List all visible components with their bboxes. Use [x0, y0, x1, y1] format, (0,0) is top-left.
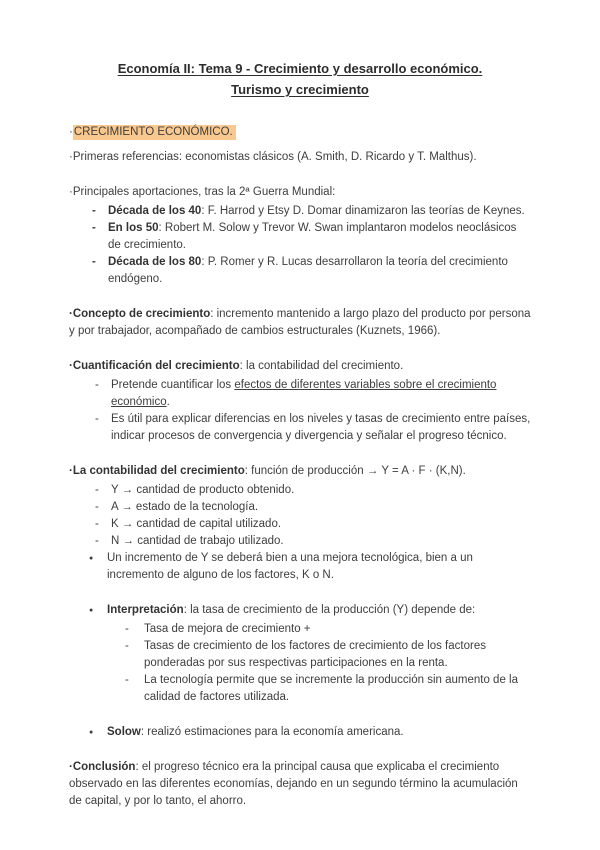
document-title-line1: Economía II: Tema 9 - Crecimiento y desarrollo económico.	[117, 61, 483, 76]
contabilidad-rest: : función de producción → Y = A · F · (K,N).	[244, 465, 466, 477]
dash-marker: -	[95, 535, 99, 547]
paragraph-conclusion	[69, 759, 531, 810]
list-item-text: N → cantidad de trabajo utilizado.	[111, 535, 284, 547]
paragraph-primeras-referencias: ·Primeras referencias: economistas clásicos (A. Smith, D. Ricardo y T. Malthus).	[69, 151, 477, 163]
conclusion-rest: : el progreso técnico era la principal causa que explicaba el crecimiento observado en las diferentes economías, dejando en un segundo término la acumulación de capital, y por lo tanto, el ahorro.	[69, 761, 518, 807]
dash-marker: -	[92, 256, 96, 268]
contabilidad-variables-list	[69, 482, 531, 550]
interpretacion-lead: Interpretación	[107, 604, 184, 616]
list-item-text: La tecnología permite que se incremente la producción sin aumento de la calidad de factores utilizada.	[144, 674, 518, 703]
list-item-text: K → cantidad de capital utilizado.	[111, 518, 282, 530]
dash-marker: -	[125, 623, 129, 635]
solow-rest: : realizó estimaciones para la economía americana.	[140, 726, 404, 738]
list-item-variable-y	[95, 482, 531, 499]
solow-lead: Solow	[107, 726, 141, 738]
list-item-text	[108, 220, 531, 254]
list-item-lead: Década de los 40	[108, 205, 202, 217]
list-item-decada-80	[91, 254, 531, 288]
list-item-incremento	[89, 550, 531, 584]
list-item-text: Un incremento de Y se deberá bien a una mejora tecnológica, bien a un incremento de alguno de los factores, K o N.	[107, 552, 473, 581]
paragraph-contabilidad	[69, 463, 531, 480]
list-item-rest: : Robert M. Solow y Trevor W. Swan implantaron modelos neoclásicos de crecimiento.	[108, 222, 517, 251]
list-item-variable-k	[95, 516, 531, 533]
list-item-rest: : F. Harrod y Etsy D. Domar dinamizaron las teorías de Keynes.	[201, 205, 525, 217]
concepto-rest: : incremento mantenido a largo plazo del producto por persona y por trabajador, acompañado de cambios estructurales (Kuznets, 1966).	[69, 308, 531, 337]
section-heading-highlighted-text: CRECIMIENTO ECONÓMICO.	[73, 125, 236, 140]
list-item-rest: : P. Romer y R. Lucas desarrollaron la teoría del crecimiento endógeno.	[108, 256, 508, 285]
dash-marker: -	[92, 205, 96, 217]
list-item-text	[108, 203, 531, 220]
cuantificacion-lead: ·Cuantificación del crecimiento	[69, 360, 240, 372]
dash-marker: -	[95, 413, 99, 425]
list-item-tecnologia	[125, 672, 531, 706]
dash-marker: -	[125, 640, 129, 652]
dash-marker: -	[95, 518, 99, 530]
list-item-tasa-mejora	[125, 621, 531, 638]
list-item-text	[107, 724, 531, 741]
list-item-es-util	[95, 411, 531, 445]
list-item-text: A → estado de la tecnología.	[111, 501, 259, 513]
list-item-post: .	[166, 396, 170, 408]
list-item-variable-n	[95, 533, 531, 550]
bullet-marker: ●	[89, 607, 94, 614]
list-item-pretende	[95, 377, 531, 411]
list-item-text	[111, 377, 531, 411]
dash-marker: -	[95, 379, 99, 391]
cuantificacion-rest: : la contabilidad del crecimiento.	[239, 360, 404, 372]
list-item-tasas-factores	[125, 638, 531, 672]
list-item-text: Es útil para explicar diferencias en los niveles y tasas de crecimiento entre países, indicar procesos de convergencia y divergencia y señalar el progreso técnico.	[111, 413, 531, 442]
paragraph-cuantificacion	[69, 358, 531, 375]
list-item-text	[107, 602, 531, 619]
concepto-lead: ·Concepto de crecimiento	[69, 308, 211, 320]
paragraph-principales-aportaciones: ·Principales aportaciones, tras la 2ª Guerra Mundial:	[69, 186, 336, 198]
dash-marker: -	[125, 674, 129, 686]
document-title	[69, 58, 531, 100]
list-item-underlined: efectos de diferentes variables sobre el crecimiento económico	[111, 379, 497, 408]
interpretacion-rest: : la tasa de crecimiento de la producción (Y) depende de:	[183, 604, 476, 616]
aportaciones-list	[69, 203, 531, 288]
cuantificacion-list	[69, 377, 531, 445]
conclusion-lead: ·Conclusión	[69, 761, 136, 773]
list-item-text: Tasa de mejora de crecimiento +	[144, 623, 311, 635]
list-item-solow	[89, 724, 531, 741]
list-item-text: Y → cantidad de producto obtenido.	[111, 484, 295, 496]
list-item-anos-50	[91, 220, 531, 254]
dash-marker: -	[95, 484, 99, 496]
dash-marker: -	[92, 222, 96, 234]
document-title-line2: Turismo y crecimiento	[231, 82, 369, 97]
list-item-lead: En los 50	[108, 222, 159, 234]
interpretacion-heading	[69, 602, 531, 619]
list-item-decada-40	[91, 203, 531, 220]
section-heading-bullet: ·	[69, 126, 73, 138]
list-item-variable-a	[95, 499, 531, 516]
section-heading	[69, 124, 531, 141]
solow-note	[69, 724, 531, 741]
list-item-text: Tasas de crecimiento de los factores de crecimiento de los factores ponderadas por sus respectivas participaciones en la renta.	[144, 640, 486, 669]
interpretacion-list	[69, 621, 531, 706]
list-item-text	[108, 254, 531, 288]
bullet-marker: ●	[89, 729, 94, 736]
dash-marker: -	[95, 501, 99, 513]
list-item-pre: Pretende cuantificar los	[111, 379, 235, 391]
paragraph-concepto	[69, 306, 531, 340]
list-item-lead: Década de los 80	[108, 256, 202, 268]
list-item-interpretacion	[89, 602, 531, 619]
bullet-marker: ●	[89, 555, 94, 562]
contabilidad-lead: ·La contabilidad del crecimiento	[69, 465, 245, 477]
contabilidad-note	[69, 550, 531, 584]
